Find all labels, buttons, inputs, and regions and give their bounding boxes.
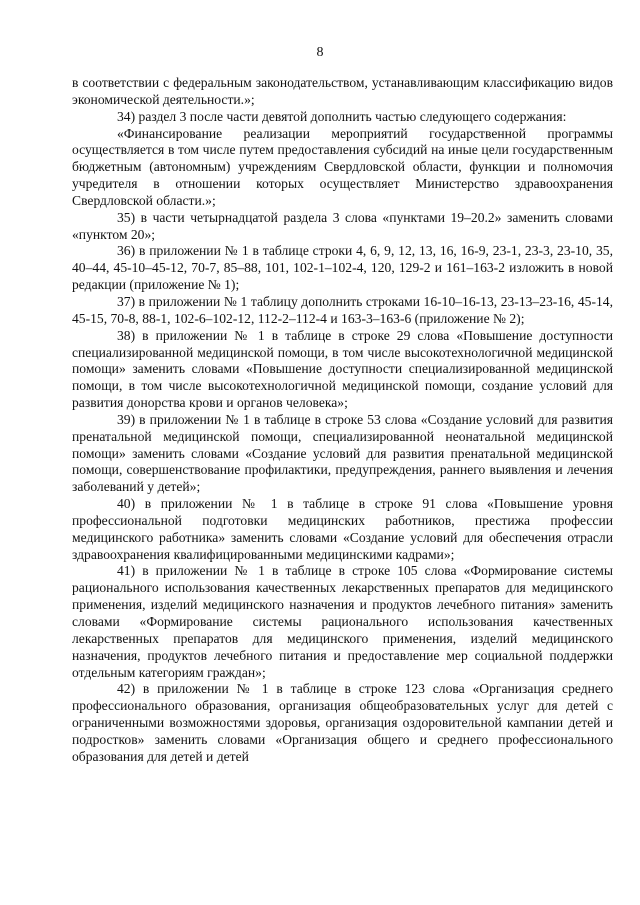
paragraph-item-41: 41) в приложении № 1 в таблице в строке 105 слова «Формирование системы рационального использования качественных лекарственных препаратов для медицинского применения, изделий медицинского назначения и продуктов лечебного питания» заменить словами «Формирование системы рационального использования качественных лекарственных препаратов для медицинского применения, изделий медицинского назначения, продуктов лечебного питания и предоставление мер социальной поддержки отдельным категориям граждан»; xyxy=(72,563,613,680)
paragraph-item-40: 40) в приложении № 1 в таблице в строке 91 слова «Повышение уровня профессиональной подготовки медицинских работников, престижа профессии медицинского работника» заменить словами «Создание условий для обеспечения отрасли здравоохранения квалифицированными медицинскими кадрами»; xyxy=(72,496,613,562)
paragraph-item-39: 39) в приложении № 1 в таблице в строке 53 слова «Создание условий для развития пренатальной медицинской помощи, специализированной неонатальной медицинской помощи» заменить словами «Создание условий для развития пренатальной медицинской помощи, совершенствование профилактики, предупреждения, раннего выявления и лечения заболеваний у детей»; xyxy=(72,411,613,495)
paragraph-item-35: 35) в части четырнадцатой раздела 3 слова «пунктами 19–20.2» заменить словами «пунктом 20»; xyxy=(72,209,613,242)
paragraph-item-42: 42) в приложении № 1 в таблице в строке 123 слова «Организация среднего профессионального образования, организация общеобразовательных услуг для детей с ограниченными возможностями здоровья, организация оздоровительной кампании детей и подростков» заменить словами «Организация общего и среднего профессионального образования для детей и детей xyxy=(72,681,613,764)
paragraph-item-37: 37) в приложении № 1 таблицу дополнить строками 16-10–16-13, 23-13–23-16, 45-14, 45-15, 70-8, 88-1, 102-6–102-12, 112-2–112-4 и 163-3–163-6 (приложение № 2); xyxy=(72,293,613,326)
paragraph-item-36: 36) в приложении № 1 в таблице строки 4, 6, 9, 12, 13, 16, 16-9, 23-1, 23-3, 23-10, 35, 40–44, 45-10–45-12, 70-7, 85–88, 101, 102-1–102-4, 120, 129-2 и 161–163-2 изложить в новой редакции (приложение № 1); xyxy=(72,243,613,293)
paragraph-item-38: 38) в приложении № 1 в таблице в строке 29 слова «Повышение доступности специализированной медицинской помощи, в том числе высокотехнологичной медицинской помощи» заменить словами «Повышение доступности специализированной медицинской помощи, в том числе высокотехнологичной медицинской помощи, создание условий для развития донорства крови и органов человека»; xyxy=(72,327,613,411)
document-body xyxy=(72,75,613,766)
paragraph-continuation: в соответствии с федеральным законодательством, устанавливающим классификацию видов экономической деятельности.»; xyxy=(72,75,613,107)
paragraph-quoted-financing: «Финансирование реализации мероприятий государственной программы осуществляется в том числе путем предоставления субсидий на иные цели государственным бюджетным (автономным) учреждениям Свердловской области, функции и полномочия учредителя в отношении которых осуществляет Министерство здравоохранения Свердловской области.»; xyxy=(72,125,613,208)
page-number: 8 xyxy=(316,45,324,60)
paragraph-item-34: 34) раздел 3 после части девятой дополнить частью следующего содержания: xyxy=(117,108,567,124)
